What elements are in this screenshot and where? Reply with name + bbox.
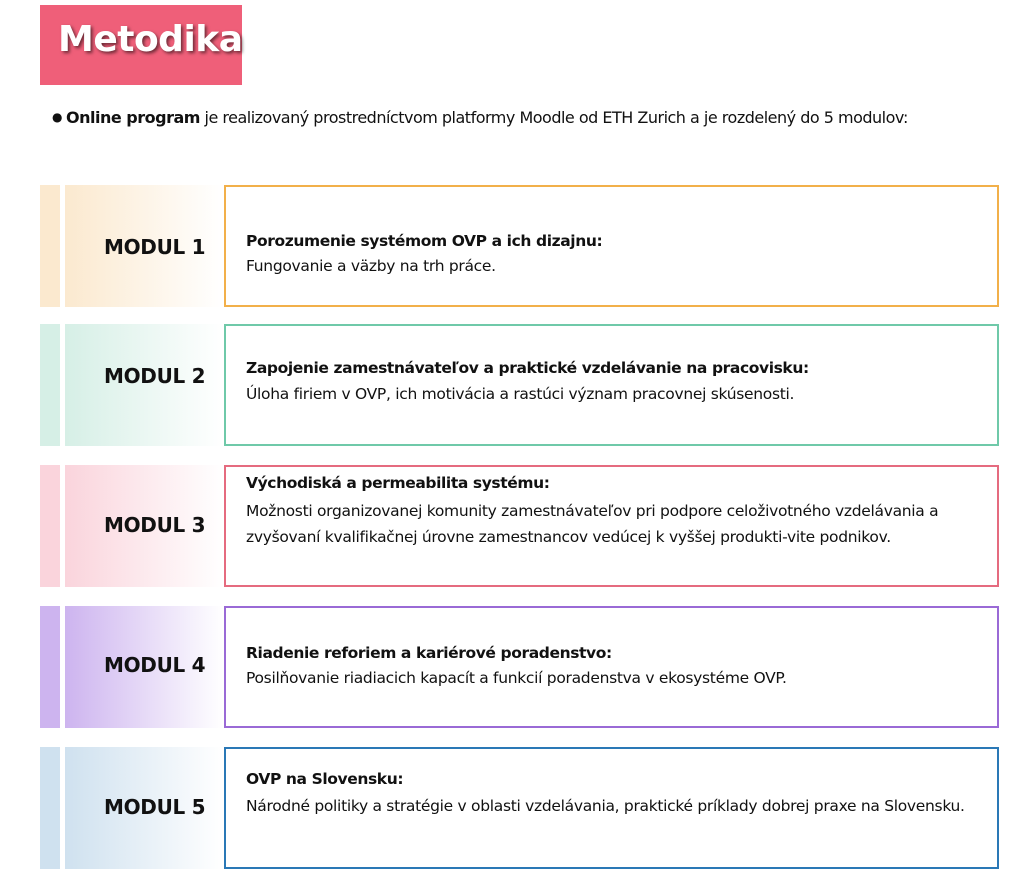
module-description-box (224, 324, 999, 446)
module-label: MODUL 4 (104, 653, 206, 677)
module-label: MODUL 1 (104, 235, 206, 259)
page-title: Metodika (58, 19, 243, 60)
module-description: Národné politiky a stratégie v oblasti vzdelávania, praktické príklady dobrej praxe na Slovensku. (246, 797, 965, 815)
module-color-stripe (40, 185, 60, 307)
intro-text: je realizovaný prostredníctvom platformy Moodle od ETH Zurich a je rozdelený do 5 modulov: (199, 108, 908, 127)
module-title: Porozumenie systémom OVP a ich dizajnu: (246, 232, 603, 250)
module-tab (65, 324, 223, 446)
module-description: Fungovanie a väzby na trh práce. (246, 257, 496, 275)
module-title: Zapojenie zamestnávateľov a praktické vzdelávanie na pracovisku: (246, 359, 809, 377)
module-description: Posilňovanie riadiacich kapacít a funkcií poradenstva v ekosystéme OVP. (246, 669, 787, 687)
module-title: Riadenie reforiem a kariérové poradenstvo: (246, 644, 612, 662)
module-color-stripe (40, 324, 60, 446)
module-description-box (224, 747, 999, 869)
module-color-stripe (40, 465, 60, 587)
module-title: OVP na Slovensku: (246, 770, 404, 788)
module-color-stripe (40, 606, 60, 728)
module-description-box (224, 185, 999, 307)
module-tab (65, 465, 223, 587)
intro-bullet (52, 108, 1017, 127)
bullet-icon: ● (52, 110, 62, 124)
module-row-4 (40, 606, 1005, 728)
module-row-3 (40, 465, 1005, 587)
module-row-1 (40, 185, 1005, 307)
module-row-2 (40, 324, 1005, 446)
module-description-box (224, 606, 999, 728)
module-description-box (224, 465, 999, 587)
module-tab (65, 747, 223, 869)
section-title-banner (40, 5, 242, 85)
intro-bold-text: Online program (66, 108, 200, 127)
module-title: Východiská a permeabilita systému: (246, 474, 550, 492)
module-color-stripe (40, 747, 60, 869)
module-description: Úloha firiem v OVP, ich motivácia a rastúci význam pracovnej skúsenosti. (246, 385, 795, 403)
module-label: MODUL 3 (104, 513, 206, 537)
module-label: MODUL 2 (104, 364, 206, 388)
module-description: Možnosti organizovanej komunity zamestnávateľov pri podpore celoživotného vzdelávania a zvyšovaní kvalifikačnej úrovne zamestnancov vedúcej k vyššej produkti-vite podnikov. (246, 502, 939, 546)
module-label: MODUL 5 (104, 795, 206, 819)
module-tab (65, 185, 223, 307)
module-row-5 (40, 747, 1005, 869)
module-tab (65, 606, 223, 728)
